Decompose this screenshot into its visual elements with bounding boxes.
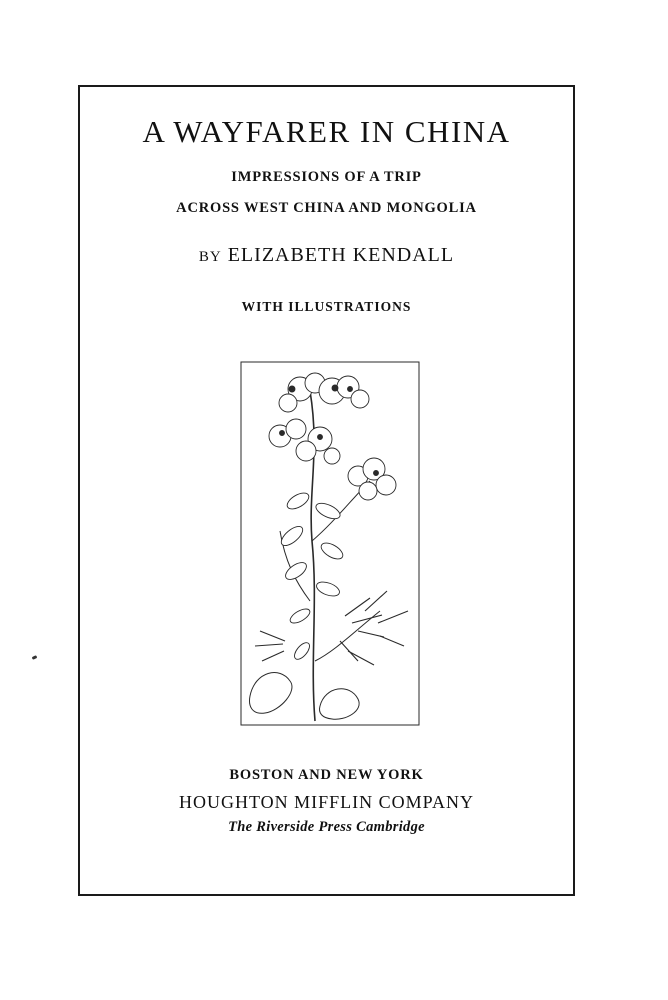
press-imprint: The Riverside Press Cambridge [228, 819, 425, 835]
subtitle-line-2: ACROSS WEST CHINA AND MONGOLIA [176, 200, 477, 216]
rocks [250, 673, 360, 720]
flower-cluster-right [348, 458, 396, 500]
flower-cluster-mid [269, 419, 340, 464]
chrysanthemum-bamboo-drawing-icon [240, 361, 420, 726]
publisher-name: HOUGHTON MIFFLIN COMPANY [178, 792, 475, 812]
book-title: A WAYFARER IN CHINA [142, 114, 511, 149]
title-page-frame [78, 85, 575, 896]
publisher-city: BOSTON AND NEW YORK [229, 767, 424, 783]
subtitle-line-1: IMPRESSIONS OF A TRIP [231, 169, 422, 185]
flower-cluster-top [279, 373, 369, 412]
author-name: ELIZABETH KENDALL [227, 244, 455, 266]
bamboo-leaves [255, 591, 408, 665]
illustrations-note: WITH ILLUSTRATIONS [241, 299, 412, 314]
stray-ink-mark [32, 655, 38, 660]
author-line [80, 244, 573, 267]
author-prefix: BY [198, 249, 222, 265]
